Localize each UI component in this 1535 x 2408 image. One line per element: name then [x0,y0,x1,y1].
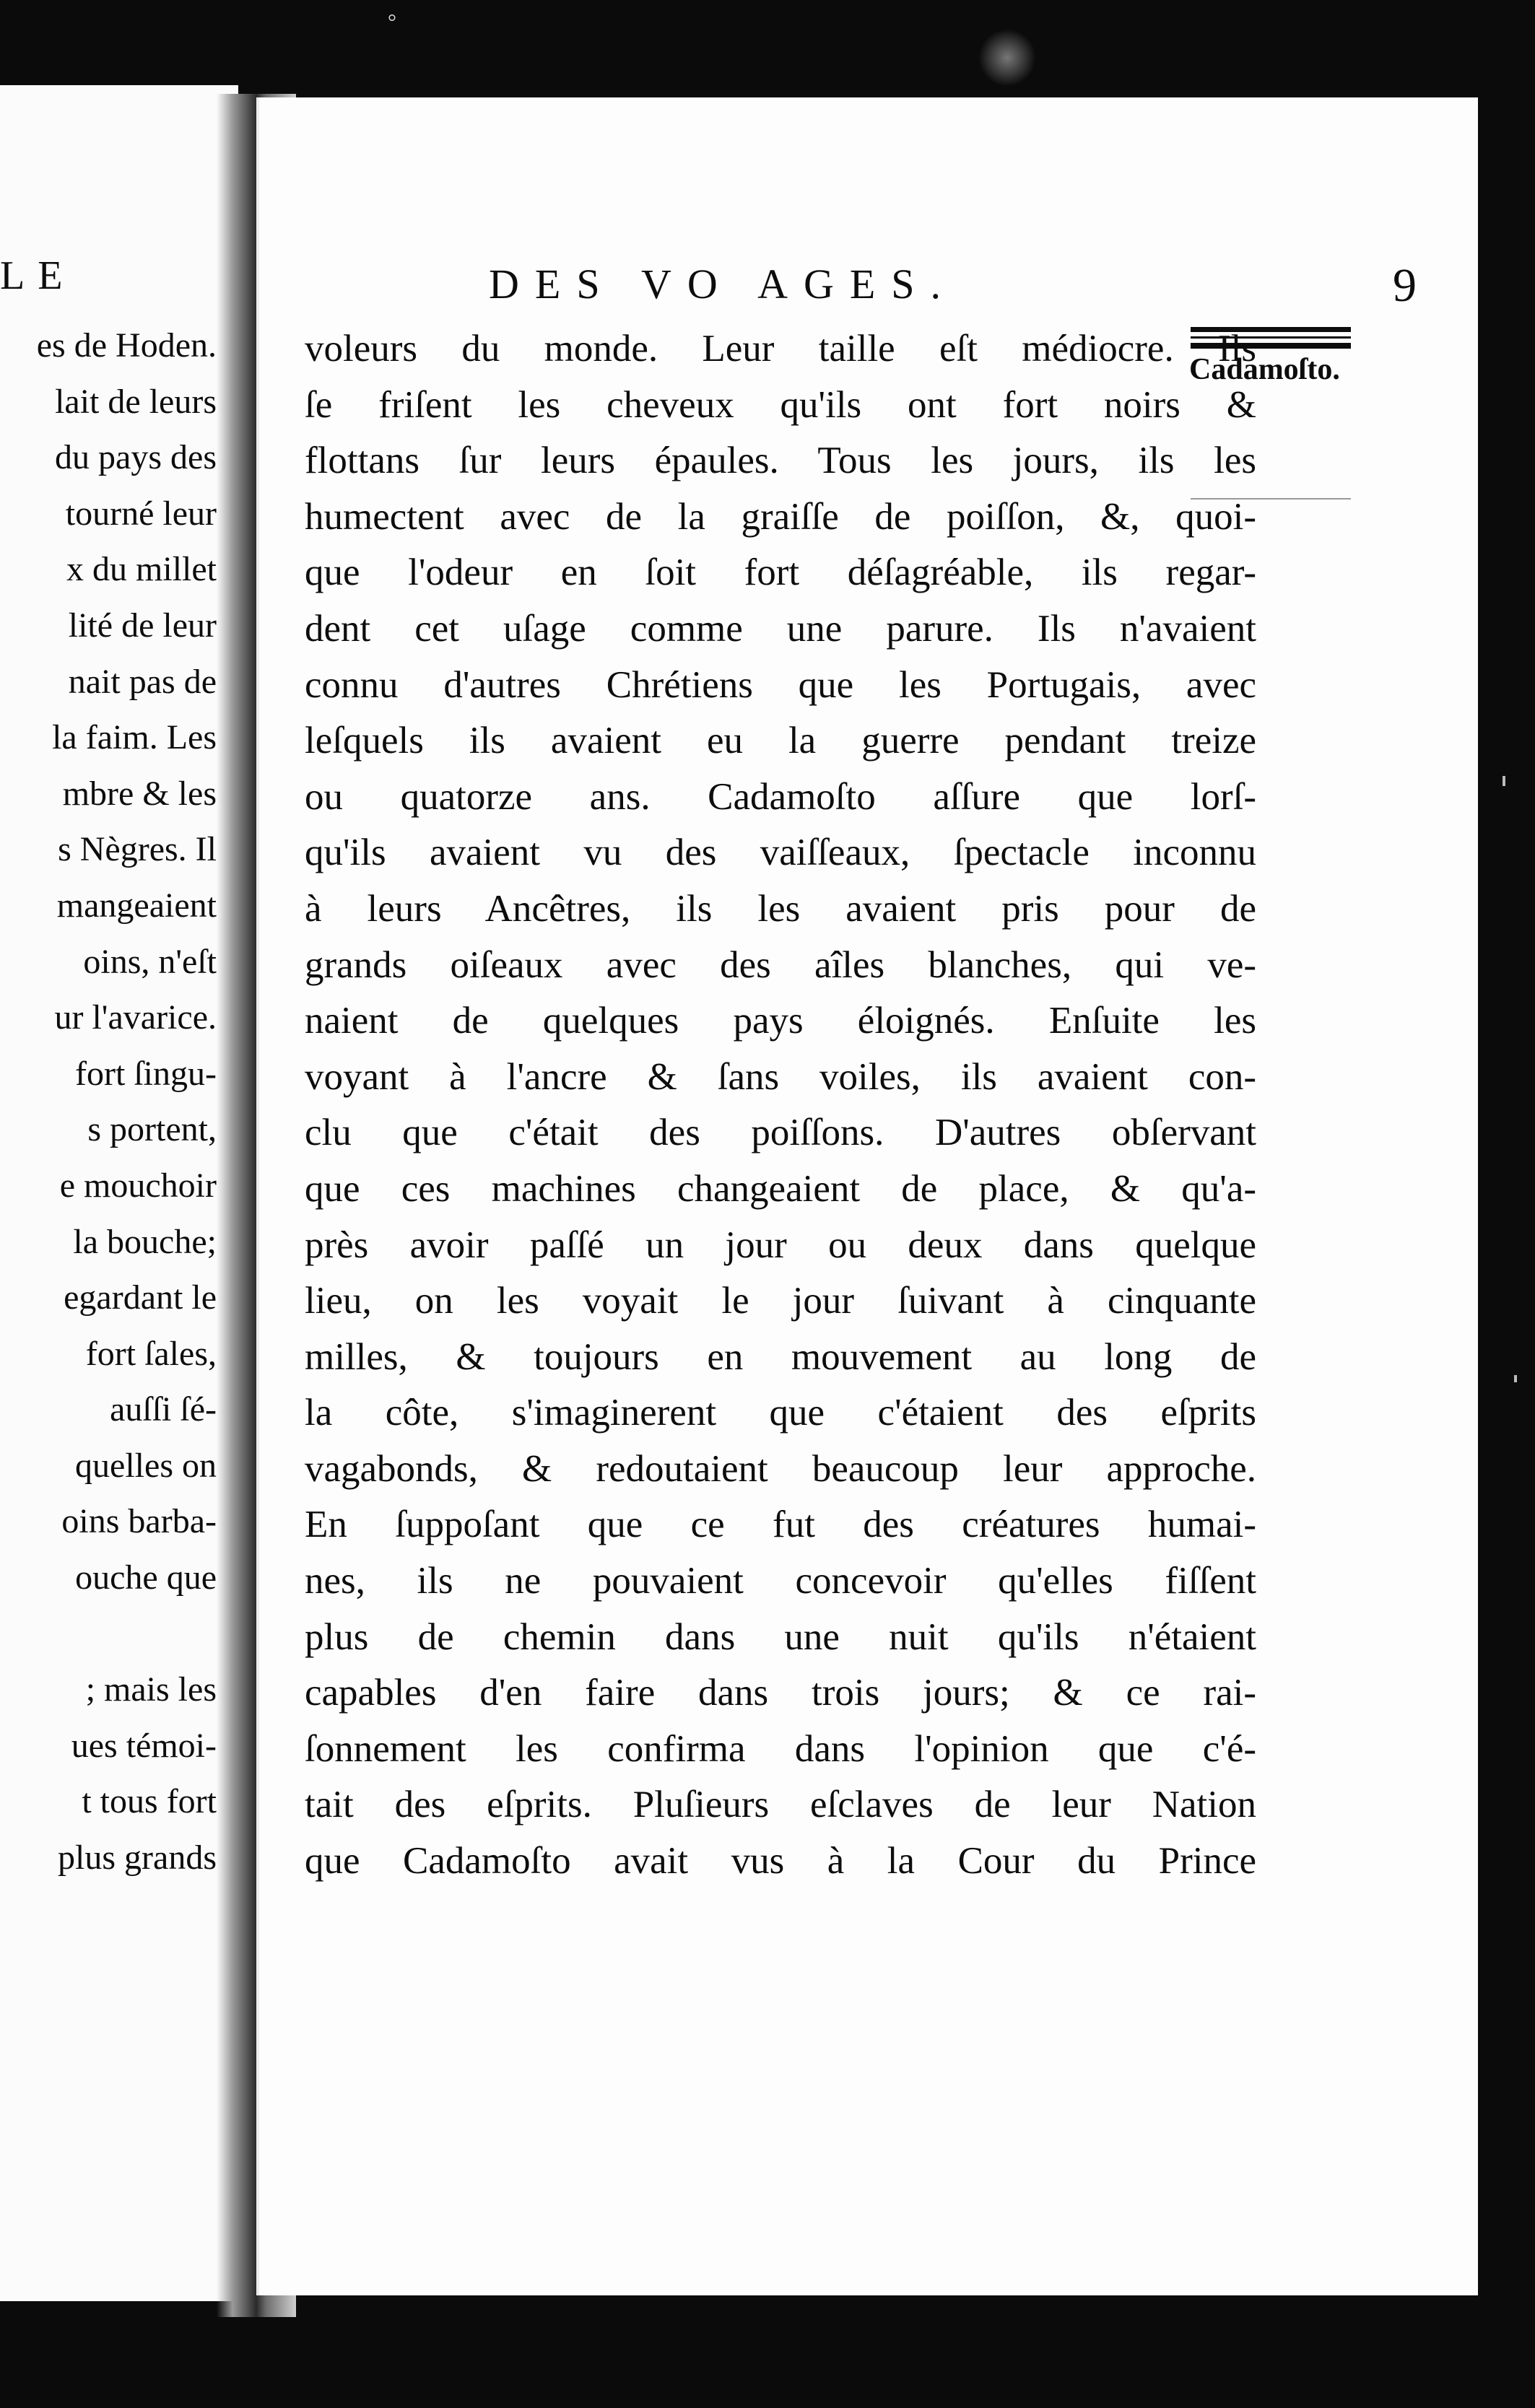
left-text-line: fort ſales, [85,1334,217,1373]
text-line: que ces machines changeaient de place, & qu'a- [305,1167,1256,1210]
left-text-line: x du millet [66,550,217,589]
left-text-line: mbre & les [62,774,217,813]
page-number: 9 [1393,259,1417,312]
text-line: nes, ils ne pouvaient concevoir qu'elles fiſſent [305,1560,1256,1602]
text-line: à leurs Ancêtres, ils les avaient pris pour de [305,887,1256,930]
left-text-line: ues témoi- [71,1726,217,1765]
left-text-line: egardant le [64,1278,217,1317]
text-line: En ſuppoſant que ce fut des créatures humai- [305,1504,1256,1546]
page-mark [1514,1375,1517,1382]
text-line: lieu, on les voyait le jour ſuivant à cinquante [305,1280,1256,1322]
left-text-line: fort ſingu- [75,1054,217,1093]
left-text-line: e mouchoir [59,1166,217,1205]
text-line: vagabonds, & redoutaient beaucoup leur approche. [305,1447,1256,1490]
running-head [489,260,1442,310]
text-line: connu d'autres Chrétiens que les Portugais, avec [305,663,1256,706]
text-line: que Cadamoſto avait vus à la Cour du Prince [305,1840,1256,1883]
text-line: milles, & toujours en mouvement au long de [305,1335,1256,1378]
text-line: la côte, s'imaginerent que c'étaient des eſprits [305,1392,1256,1434]
text-line: dent cet uſage comme une parure. Ils n'avaient [305,607,1256,650]
left-text-line [0,1606,217,1662]
left-text-line: nait pas de [68,662,217,701]
text-line: flottans ſur leurs épaules. Tous les jours, ils les [305,440,1256,482]
page-mark [1503,776,1505,786]
left-text-line: tourné leur [65,494,217,533]
text-line: plus de chemin dans une nuit qu'ils n'étaient [305,1615,1256,1658]
left-text-line: lité de leur [68,606,217,645]
left-text-line: lait de leurs [55,382,217,421]
left-text-line: plus grands [58,1838,217,1877]
text-line: leſquels ils avaient eu la guerre pendant treize [305,720,1256,762]
left-text-line: ur l'avarice. [54,998,217,1037]
text-line: voleurs du monde. Leur taille eſt médiocre. Ils [305,328,1256,370]
left-text-line: du pays des [55,438,217,477]
text-line: ou quatorze ans. Cadamoſto aſſure que lorſ- [305,775,1256,818]
text-line: clu que c'était des poiſſons. D'autres obſervant [305,1112,1256,1154]
text-line: tait des eſprits. Pluſieurs eſclaves de leur Nation [305,1784,1256,1826]
text-line: humectent avec de la graiſſe de poiſſon, &, quoi- [305,495,1256,538]
left-text-column [0,318,217,1886]
text-line: près avoir paſſé un jour ou deux dans quelque [305,1223,1256,1266]
left-text-line: mangeaient [56,886,217,925]
left-text-line: la bouche; [73,1222,217,1261]
margin-note: Cadamoſto. [1189,353,1340,386]
left-page-fragment [0,85,238,2301]
left-text-line: s Nègres. Il [58,830,217,869]
left-text-line: oins barba- [61,1502,217,1541]
text-line: qu'ils avaient vu des vaiſſeaux, ſpectacle inconnu [305,832,1256,874]
main-page [256,97,1478,2295]
ink-speck: ° [388,10,396,34]
running-head-title: DES VO AGES. [489,261,957,307]
left-text-line: ; mais les [85,1670,217,1709]
left-text-line: es de Hoden. [36,326,217,365]
left-running-head: LE [0,253,76,298]
body-text [305,321,1256,1890]
text-line: ſe friſent les cheveux qu'ils ont fort noirs & [305,383,1256,426]
text-line: capables d'en faire dans trois jours; & ce rai- [305,1672,1256,1714]
text-line: voyant à l'ancre & ſans voiles, ils avaient con- [305,1055,1256,1098]
left-text-line: ouche que [75,1558,217,1597]
text-line: que l'odeur en ſoit fort déſagréable, ils regar- [305,551,1256,594]
text-line: ſonnement les confirma dans l'opinion que c'é- [305,1727,1256,1770]
text-line: grands oiſeaux avec des aîles blanches, qui ve- [305,943,1256,986]
left-text-line: t tous fort [82,1782,217,1821]
left-text-line: oins, n'eſt [83,942,217,981]
left-text-line: la faim. Les [52,718,217,757]
left-text-line: auſſi ſé- [110,1390,217,1429]
left-text-line: quelles on [75,1446,217,1485]
left-text-line: s portent, [87,1110,217,1149]
text-line: naient de quelques pays éloignés. Enſuite les [305,1000,1256,1042]
scan-blur-spot [978,29,1036,87]
